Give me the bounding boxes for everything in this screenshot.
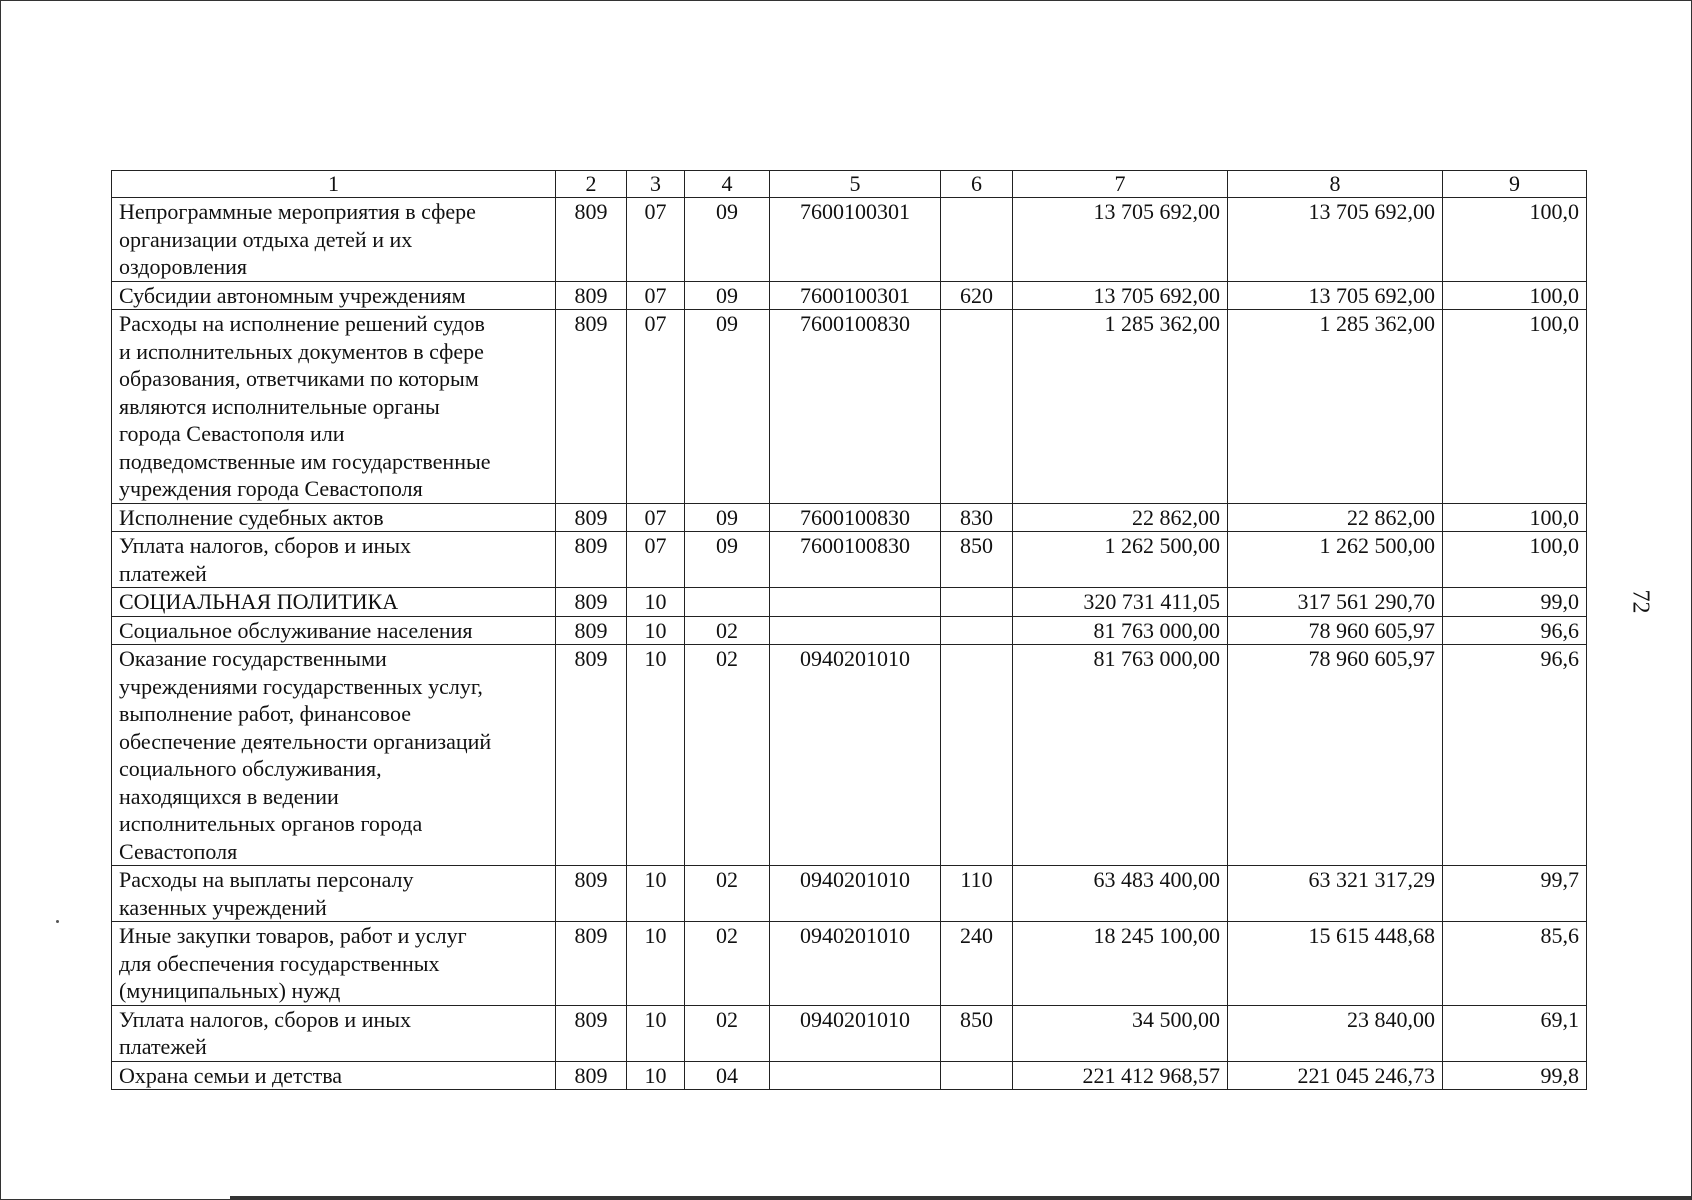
- execution-percent-cell: 100,0: [1443, 532, 1587, 588]
- approved-amount-cell: 81 763 000,00: [1013, 645, 1228, 866]
- executed-amount-cell: 23 840,00: [1228, 1005, 1443, 1061]
- subsection-code-cell: 02: [685, 1005, 770, 1061]
- execution-percent-cell: 100,0: [1443, 310, 1587, 504]
- section-code-cell: 10: [627, 922, 685, 1006]
- admin-code-cell: 809: [556, 198, 627, 282]
- table-row: [112, 310, 1587, 504]
- executed-amount-cell: 15 615 448,68: [1228, 922, 1443, 1006]
- expense-type-code-cell: 620: [941, 281, 1013, 310]
- subsection-code-cell: 09: [685, 310, 770, 504]
- item-name-cell: Непрограммные мероприятия в сфере организации отдыха детей и их оздоровления: [112, 198, 556, 282]
- approved-amount-cell: 63 483 400,00: [1013, 866, 1228, 922]
- item-name-cell: Расходы на выплаты персоналу казенных учреждений: [112, 866, 556, 922]
- expense-type-code-cell: 110: [941, 866, 1013, 922]
- item-name-cell: Охрана семьи и детства: [112, 1061, 556, 1090]
- expense-type-code-cell: [941, 310, 1013, 504]
- item-name-cell: Уплата налогов, сборов и иных платежей: [112, 1005, 556, 1061]
- column-number: 2: [556, 171, 627, 198]
- section-code-cell: 10: [627, 866, 685, 922]
- execution-percent-cell: 100,0: [1443, 281, 1587, 310]
- column-number: 6: [941, 171, 1013, 198]
- table-body: [112, 171, 1587, 1090]
- subsection-code-cell: 04: [685, 1061, 770, 1090]
- executed-amount-cell: 13 705 692,00: [1228, 198, 1443, 282]
- scan-bottom-rule: [230, 1196, 1692, 1199]
- section-code-cell: 10: [627, 588, 685, 617]
- table-row: [112, 198, 1587, 282]
- executed-amount-cell: 317 561 290,70: [1228, 588, 1443, 617]
- subsection-code-cell: 02: [685, 922, 770, 1006]
- table-row: [112, 866, 1587, 922]
- section-code-cell: 10: [627, 1061, 685, 1090]
- table-row: [112, 532, 1587, 588]
- admin-code-cell: 809: [556, 310, 627, 504]
- subsection-code-cell: 02: [685, 616, 770, 645]
- subsection-code-cell: [685, 588, 770, 617]
- executed-amount-cell: 1 262 500,00: [1228, 532, 1443, 588]
- target-article-code-cell: 7600100301: [770, 281, 941, 310]
- section-code-cell: 10: [627, 1005, 685, 1061]
- execution-percent-cell: 100,0: [1443, 503, 1587, 532]
- item-name-cell: Субсидии автономным учреждениям: [112, 281, 556, 310]
- target-article-code-cell: [770, 616, 941, 645]
- scan-speck: [56, 920, 59, 923]
- column-number: 9: [1443, 171, 1587, 198]
- column-number: 5: [770, 171, 941, 198]
- admin-code-cell: 809: [556, 645, 627, 866]
- expense-type-code-cell: [941, 588, 1013, 617]
- target-article-code-cell: 7600100830: [770, 310, 941, 504]
- executed-amount-cell: 78 960 605,97: [1228, 645, 1443, 866]
- executed-amount-cell: 78 960 605,97: [1228, 616, 1443, 645]
- admin-code-cell: 809: [556, 281, 627, 310]
- approved-amount-cell: 34 500,00: [1013, 1005, 1228, 1061]
- executed-amount-cell: 63 321 317,29: [1228, 866, 1443, 922]
- admin-code-cell: 809: [556, 1005, 627, 1061]
- section-code-cell: 07: [627, 503, 685, 532]
- expense-type-code-cell: [941, 198, 1013, 282]
- executed-amount-cell: 13 705 692,00: [1228, 281, 1443, 310]
- item-name-cell: Иные закупки товаров, работ и услуг для обеспечения государственных (муниципальных) нужд: [112, 922, 556, 1006]
- expense-type-code-cell: [941, 616, 1013, 645]
- subsection-code-cell: 09: [685, 532, 770, 588]
- admin-code-cell: 809: [556, 532, 627, 588]
- subsection-code-cell: 09: [685, 198, 770, 282]
- execution-percent-cell: 99,0: [1443, 588, 1587, 617]
- subsection-code-cell: 02: [685, 645, 770, 866]
- expense-type-code-cell: 830: [941, 503, 1013, 532]
- target-article-code-cell: [770, 588, 941, 617]
- approved-amount-cell: 1 262 500,00: [1013, 532, 1228, 588]
- expense-type-code-cell: 240: [941, 922, 1013, 1006]
- item-name-cell: Исполнение судебных актов: [112, 503, 556, 532]
- approved-amount-cell: 13 705 692,00: [1013, 198, 1228, 282]
- admin-code-cell: 809: [556, 866, 627, 922]
- item-name-cell: СОЦИАЛЬНАЯ ПОЛИТИКА: [112, 588, 556, 617]
- column-number: 3: [627, 171, 685, 198]
- target-article-code-cell: 0940201010: [770, 922, 941, 1006]
- item-name-cell: Уплата налогов, сборов и иных платежей: [112, 532, 556, 588]
- execution-percent-cell: 85,6: [1443, 922, 1587, 1006]
- expense-type-code-cell: [941, 1061, 1013, 1090]
- page-number: 72: [1627, 589, 1654, 614]
- approved-amount-cell: 81 763 000,00: [1013, 616, 1228, 645]
- admin-code-cell: 809: [556, 588, 627, 617]
- approved-amount-cell: 320 731 411,05: [1013, 588, 1228, 617]
- section-code-cell: 07: [627, 310, 685, 504]
- execution-percent-cell: 96,6: [1443, 616, 1587, 645]
- column-number: 4: [685, 171, 770, 198]
- table-row: [112, 503, 1587, 532]
- target-article-code-cell: 0940201010: [770, 1005, 941, 1061]
- target-article-code-cell: [770, 1061, 941, 1090]
- subsection-code-cell: 09: [685, 281, 770, 310]
- item-name-cell: Социальное обслуживание населения: [112, 616, 556, 645]
- target-article-code-cell: 7600100830: [770, 503, 941, 532]
- table-row: [112, 281, 1587, 310]
- table-row: [112, 645, 1587, 866]
- approved-amount-cell: 1 285 362,00: [1013, 310, 1228, 504]
- executed-amount-cell: 22 862,00: [1228, 503, 1443, 532]
- item-name-cell: Оказание государственными учреждениями государственных услуг, выполнение работ, финансовое обеспечение деятельности организаций социального обслуживания, находящихся в ведении исполнительных органов города Севастополя: [112, 645, 556, 866]
- executed-amount-cell: 221 045 246,73: [1228, 1061, 1443, 1090]
- table-row: [112, 1005, 1587, 1061]
- approved-amount-cell: 221 412 968,57: [1013, 1061, 1228, 1090]
- item-name-cell: Расходы на исполнение решений судов и исполнительных документов в сфере образования, ответчиками по которым являются исполнительные органы города Севастополя или подведомственные им государственные учреждения города Севастополя: [112, 310, 556, 504]
- section-code-cell: 07: [627, 198, 685, 282]
- expense-type-code-cell: 850: [941, 532, 1013, 588]
- target-article-code-cell: 7600100301: [770, 198, 941, 282]
- target-article-code-cell: 0940201010: [770, 866, 941, 922]
- table-row: [112, 1061, 1587, 1090]
- section-code-cell: 10: [627, 616, 685, 645]
- subsection-code-cell: 02: [685, 866, 770, 922]
- approved-amount-cell: 22 862,00: [1013, 503, 1228, 532]
- budget-execution-table: [111, 170, 1587, 1090]
- admin-code-cell: 809: [556, 503, 627, 532]
- execution-percent-cell: 99,7: [1443, 866, 1587, 922]
- subsection-code-cell: 09: [685, 503, 770, 532]
- target-article-code-cell: 7600100830: [770, 532, 941, 588]
- approved-amount-cell: 18 245 100,00: [1013, 922, 1228, 1006]
- column-number: 1: [112, 171, 556, 198]
- section-code-cell: 10: [627, 645, 685, 866]
- admin-code-cell: 809: [556, 922, 627, 1006]
- expense-type-code-cell: [941, 645, 1013, 866]
- table-row: [112, 588, 1587, 617]
- execution-percent-cell: 69,1: [1443, 1005, 1587, 1061]
- expense-type-code-cell: 850: [941, 1005, 1013, 1061]
- execution-percent-cell: 99,8: [1443, 1061, 1587, 1090]
- executed-amount-cell: 1 285 362,00: [1228, 310, 1443, 504]
- execution-percent-cell: 96,6: [1443, 645, 1587, 866]
- column-number: 7: [1013, 171, 1228, 198]
- column-number: 8: [1228, 171, 1443, 198]
- admin-code-cell: 809: [556, 1061, 627, 1090]
- target-article-code-cell: 0940201010: [770, 645, 941, 866]
- section-code-cell: 07: [627, 532, 685, 588]
- table-row: [112, 616, 1587, 645]
- column-number-row: [112, 171, 1587, 198]
- execution-percent-cell: 100,0: [1443, 198, 1587, 282]
- section-code-cell: 07: [627, 281, 685, 310]
- table-row: [112, 922, 1587, 1006]
- admin-code-cell: 809: [556, 616, 627, 645]
- approved-amount-cell: 13 705 692,00: [1013, 281, 1228, 310]
